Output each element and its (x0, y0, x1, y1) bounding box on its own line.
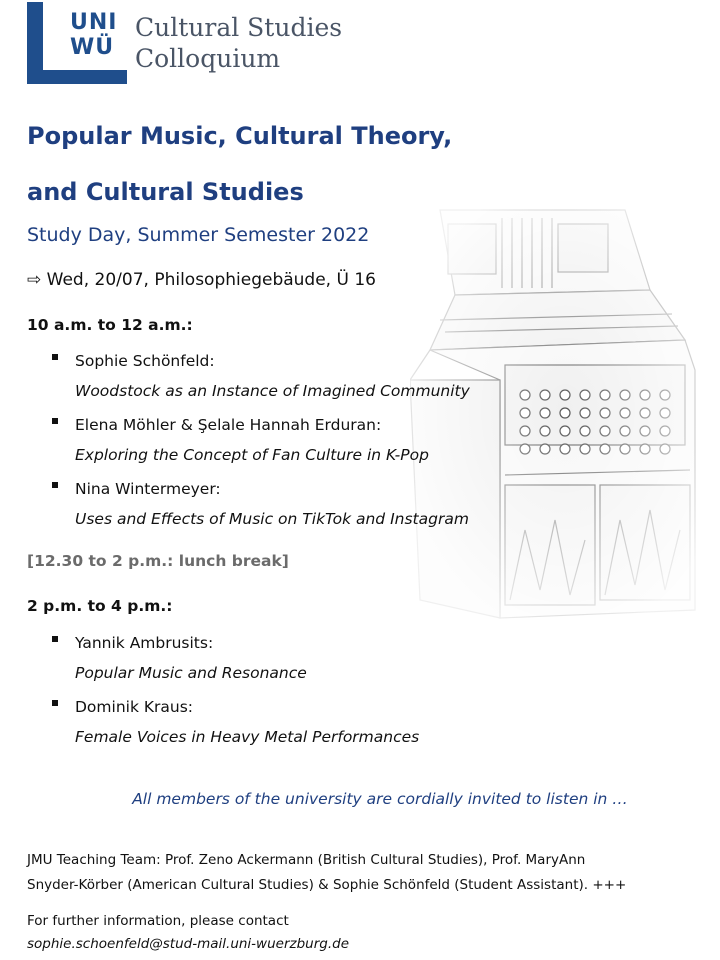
event-subtitle: Study Day, Summer Semester 2022 (27, 224, 370, 246)
contact-email-link[interactable]: sophie.schoenfeld@stud-mail.uni-wuerzburg.de (27, 936, 350, 952)
contact-text: For further information, please contact (27, 913, 289, 929)
afternoon-heading: 2 p.m. to 4 p.m.: (27, 597, 173, 615)
event-date-line (27, 267, 376, 293)
list-item (52, 628, 512, 688)
arrow-icon: ⇨ (27, 270, 42, 290)
logo-title (135, 12, 342, 74)
page-title (27, 108, 587, 220)
title-line-1: Popular Music, Cultural Theory, (27, 122, 453, 150)
logo-title-line2: Colloquium (135, 44, 281, 73)
teaching-team (27, 848, 687, 898)
list-item (52, 346, 512, 406)
logo-letters-line2: WÜ (70, 35, 115, 60)
bullet-icon (52, 354, 58, 360)
title-line-2: and Cultural Studies (27, 178, 304, 206)
list-item (52, 692, 512, 752)
talk-topic: Uses and Effects of Music on TikTok and Instagram (75, 510, 469, 528)
talk-speaker: Dominik Kraus: (75, 698, 194, 716)
talk-speaker: Sophie Schönfeld: (75, 352, 215, 370)
logo-title-line1: Cultural Studies (135, 13, 343, 42)
list-item (52, 474, 512, 534)
team-line-1: JMU Teaching Team: Prof. Zeno Ackermann (British Cultural Studies), Prof. MaryAnn (27, 852, 586, 868)
lunch-break-note: [12.30 to 2 p.m.: lunch break] (27, 552, 289, 570)
contact-info (27, 910, 687, 956)
logo-letters (70, 10, 124, 60)
event-date-text: Wed, 20/07, Philosophiegebäude, Ü 16 (46, 270, 376, 290)
talk-topic: Woodstock as an Instance of Imagined Community (75, 382, 470, 400)
bullet-icon (52, 636, 58, 642)
morning-talks-list (52, 346, 512, 538)
bullet-icon (52, 418, 58, 424)
team-line-2: Snyder-Körber (American Cultural Studies) & Sophie Schönfeld (Student Assistant). +++ (27, 877, 627, 893)
talk-speaker: Nina Wintermeyer: (75, 480, 221, 498)
talk-speaker: Elena Möhler & Şelale Hannah Erduran: (75, 416, 382, 434)
invitation-note: All members of the university are cordially invited to listen in … (132, 790, 628, 808)
logo-letters-line1: UNI (70, 10, 118, 35)
talk-topic: Female Voices in Heavy Metal Performances (75, 728, 420, 746)
talk-topic: Popular Music and Resonance (75, 664, 307, 682)
bullet-icon (52, 700, 58, 706)
list-item (52, 410, 512, 470)
talk-speaker: Yannik Ambrusits: (75, 634, 214, 652)
bullet-icon (52, 482, 58, 488)
morning-heading: 10 a.m. to 12 a.m.: (27, 316, 193, 334)
afternoon-talks-list (52, 628, 512, 756)
talk-topic: Exploring the Concept of Fan Culture in K-Pop (75, 446, 429, 464)
